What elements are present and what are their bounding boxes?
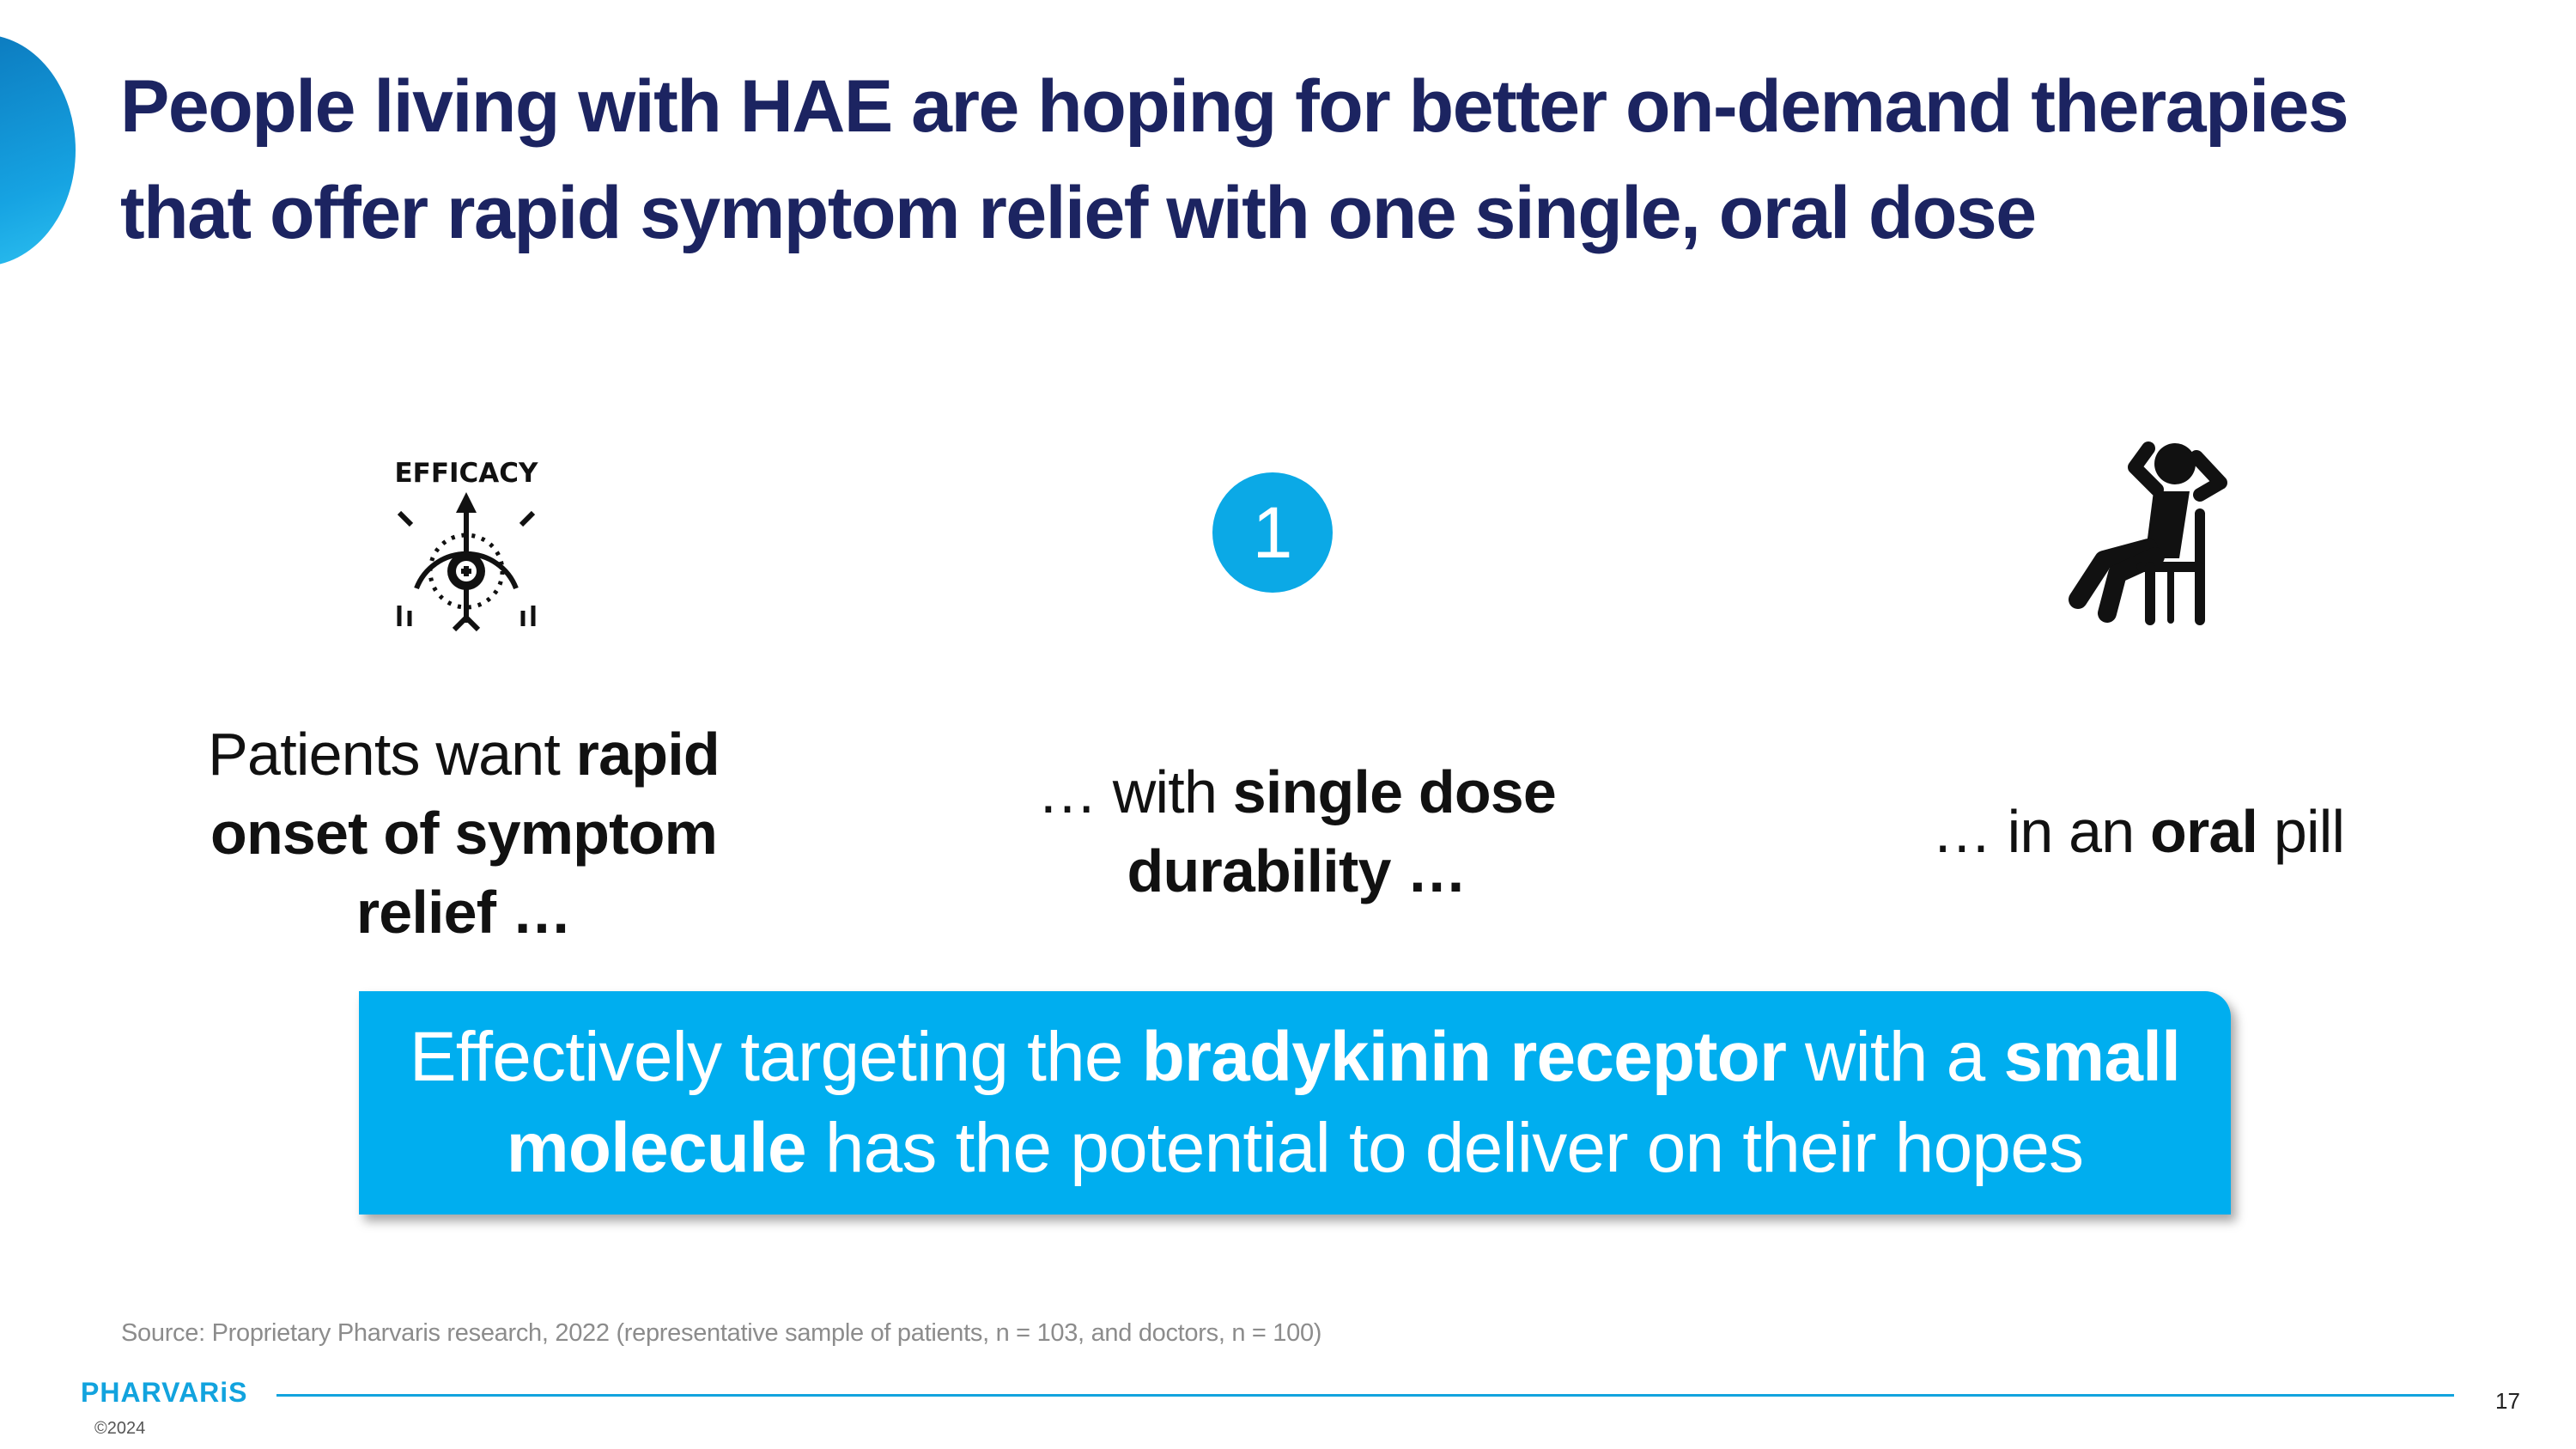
- relaxed-person-icon: [2052, 438, 2243, 625]
- column-3-text-part: … in an: [1931, 798, 2151, 865]
- column-2-text-end: …: [1390, 837, 1467, 904]
- column-1-text-bold: rapid onset of symptom relief: [210, 721, 720, 946]
- slide-title: [120, 53, 2439, 266]
- banner-text-part: has the potential to deliver on their hopes: [805, 1109, 2084, 1187]
- column-1-text: [172, 715, 756, 952]
- corner-decoration: [0, 34, 76, 266]
- efficacy-target-icon: [391, 451, 542, 636]
- copyright: ©2024: [94, 1419, 146, 1438]
- column-1-text-end: …: [495, 879, 572, 946]
- banner-text-part: with a: [1786, 1018, 2004, 1096]
- column-1-text-part: Patients want: [208, 721, 576, 788]
- column-3-text-bold: oral: [2150, 798, 2258, 865]
- key-message-text: [359, 1012, 2231, 1194]
- banner-text-part: Effectively targeting the: [409, 1018, 1142, 1096]
- column-3-text-end: pill: [2257, 798, 2345, 865]
- key-message-banner: [359, 991, 2231, 1215]
- slide-title-line-1: People living with HAE are hoping for better on-demand therapies: [120, 65, 2348, 148]
- efficacy-icon-label: EFFICACY: [394, 458, 538, 489]
- banner-text-bold: bradykinin receptor: [1141, 1018, 1787, 1096]
- pharvaris-logo: PHARVARiS: [81, 1377, 248, 1408]
- source-note: Source: Proprietary Pharvaris research, 2022 (representative sample of patients, n = 103, and doctors, n = 100): [121, 1319, 1322, 1347]
- column-2-text-bold: single dose durability: [1127, 758, 1557, 904]
- footer-divider: [276, 1394, 2454, 1397]
- banner-text-bold: small molecule: [506, 1018, 2181, 1187]
- column-2-text: [996, 752, 1597, 910]
- page-number: 17: [2495, 1388, 2520, 1414]
- slide-title-line-2: that offer rapid symptom relief with one single, oral dose: [120, 172, 2036, 254]
- column-3-text: [1889, 792, 2387, 871]
- column-2-text-part: … with: [1036, 758, 1233, 825]
- number-one-badge: 1: [1212, 472, 1333, 593]
